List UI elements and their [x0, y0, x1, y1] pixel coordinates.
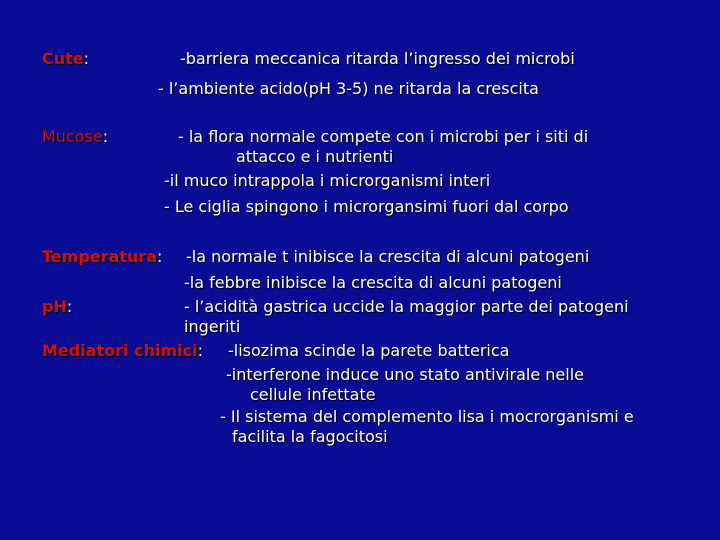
- mediatori-line-1: -lisozima scinde la parete batterica: [228, 341, 510, 360]
- mediatori-heading: [42, 342, 203, 360]
- mucose-line-3: -il muco intrappola i microrganismi interi: [164, 171, 491, 190]
- temperatura-label: Temperatura: [42, 247, 158, 266]
- ph-line-1: - l’acidità gastrica uccide la maggior parte dei patogeni: [184, 297, 629, 316]
- cute-line-1: -barriera meccanica ritarda l’ingresso dei microbi: [180, 49, 575, 68]
- cute-label: Cute: [42, 49, 84, 68]
- mucose-line-2: attacco e i nutrienti: [236, 147, 394, 166]
- ph-colon: :: [66, 297, 73, 316]
- mediatori-line-4: - Il sistema del complemento lisa i mocrorganismi e: [220, 407, 634, 426]
- mediatori-label: Mediatori chimici: [42, 341, 198, 360]
- cute-colon: :: [83, 49, 90, 68]
- mucose-label: Mucose: [42, 127, 103, 146]
- mediatori-line-2: -interferone induce uno stato antivirale nelle: [226, 365, 584, 384]
- mucose-line-4: - Le ciglia spingono i microrgansimi fuori dal corpo: [164, 197, 569, 216]
- temperatura-heading: [42, 248, 162, 266]
- mucose-colon: :: [102, 127, 109, 146]
- mucose-heading: [42, 128, 108, 146]
- mediatori-colon: :: [197, 341, 203, 360]
- ph-label: pH: [42, 297, 67, 316]
- temperatura-colon: :: [157, 247, 163, 266]
- temperatura-line-2: -la febbre inibisce la crescita di alcuni patogeni: [184, 273, 562, 292]
- ph-heading: [42, 298, 72, 316]
- cute-heading: [42, 50, 89, 68]
- cute-line-2: - l’ambiente acido(pH 3-5) ne ritarda la crescita: [158, 79, 539, 98]
- mucose-line-1: - la flora normale compete con i microbi per i siti di: [178, 127, 589, 146]
- ph-line-2: ingeriti: [184, 317, 241, 336]
- mediatori-line-3: cellule infettate: [250, 385, 376, 404]
- temperatura-line-1: -la normale t inibisce la crescita di alcuni patogeni: [186, 247, 590, 266]
- mediatori-line-5: facilita la fagocitosi: [232, 427, 388, 446]
